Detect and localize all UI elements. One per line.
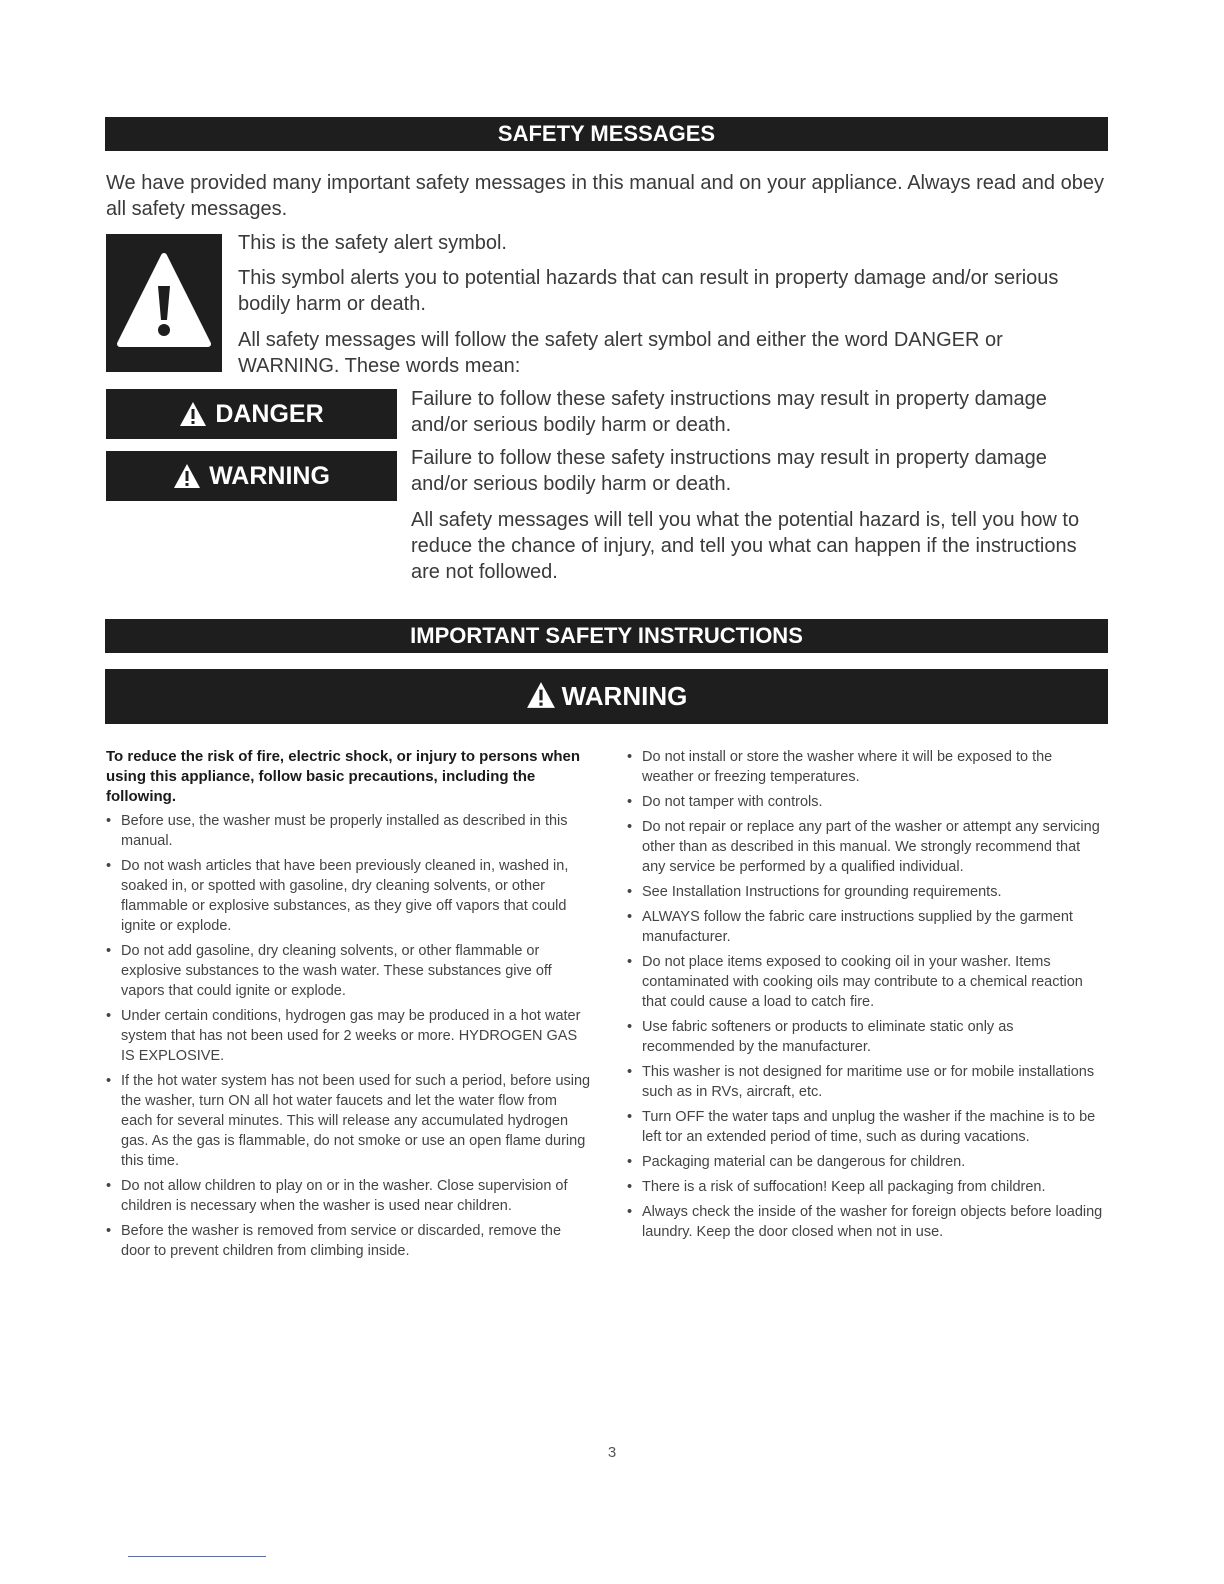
page-number: 3 xyxy=(607,1444,617,1461)
warning-label: WARNING xyxy=(209,461,330,490)
list-item: • Do not repair or replace any part of the washer or attempt any servicing other than as described in this manual. We strongly recommend that any service be performed by a qualified individual. xyxy=(627,817,1107,877)
safety-messages-header: SAFETY MESSAGES xyxy=(105,117,1108,151)
list-item: • See Installation Instructions for grounding requirements. xyxy=(627,882,1107,902)
list-item: • Use fabric softeners or products to eliminate static only as recommended by the manufacturer. xyxy=(627,1017,1107,1057)
list-item: • Before the washer is removed from service or discarded, remove the door to prevent children from climbing inside. xyxy=(106,1221,592,1261)
alert-triangle-icon xyxy=(173,463,201,489)
warning-text: Failure to follow these safety instructions may result in property damage and/or serious bodily harm or death. xyxy=(411,447,1047,495)
safety-alert-symbol-box xyxy=(106,234,222,372)
right-instruction-list xyxy=(627,747,1107,1242)
danger-label-box xyxy=(106,389,397,439)
follow-description: All safety messages will follow the safety alert symbol and either the word DANGER or WARNING. These words mean: xyxy=(238,329,1003,377)
symbol-description: This symbol alerts you to potential hazards that can result in property damage and/or serious bodily harm or death. xyxy=(238,267,1059,315)
warning-label-box xyxy=(106,451,397,501)
instructions-lead: To reduce the risk of fire, electric shock, or injury to persons when using this appliance, follow basic precautions, including the following. xyxy=(106,748,581,805)
footer-rule xyxy=(128,1556,266,1557)
list-item: • Turn OFF the water taps and unplug the washer if the machine is to be left tor an extended period of time, such as during vacations. xyxy=(627,1107,1107,1147)
list-item: • Under certain conditions, hydrogen gas may be produced in a hot water system that has not been used for 2 weeks or more. HYDROGEN GAS IS EXPLOSIVE. xyxy=(106,1006,592,1066)
list-item: • Always check the inside of the washer for foreign objects before loading laundry. Keep the door closed when not in use. xyxy=(627,1202,1107,1242)
list-item: • There is a risk of suffocation! Keep all packaging from children. xyxy=(627,1177,1107,1197)
list-item: • ALWAYS follow the fabric care instructions supplied by the garment manufacturer. xyxy=(627,907,1107,947)
list-item: • Before use, the washer must be properly installed as described in this manual. xyxy=(106,811,592,851)
list-item: • Do not tamper with controls. xyxy=(627,792,1107,812)
list-item: • If the hot water system has not been used for such a period, before using the washer, turn ON all hot water faucets and let the water flow from each for several minutes. This will release any accumulated hydrogen gas. As the gas is flammable, do not smoke or use an open flame during this time. xyxy=(106,1071,592,1171)
symbol-line: This is the safety alert symbol. xyxy=(238,232,507,254)
safety-intro: We have provided many important safety messages in this manual and on your appliance. Always read and obey all safety messages. xyxy=(106,172,1104,220)
alert-triangle-icon xyxy=(526,681,556,709)
alert-triangle-icon xyxy=(179,401,207,427)
instructions-warning-bar xyxy=(105,669,1108,724)
instructions-right-column xyxy=(627,747,1107,1247)
danger-text: Failure to follow these safety instructions may result in property damage and/or serious bodily harm or death. xyxy=(411,388,1047,436)
list-item: • Packaging material can be dangerous for children. xyxy=(627,1152,1107,1172)
important-safety-header: IMPORTANT SAFETY INSTRUCTIONS xyxy=(105,619,1108,653)
instructions-warning-label: WARNING xyxy=(561,681,688,711)
list-item: • Do not allow children to play on or in the washer. Close supervision of children is necessary when the washer is used near children. xyxy=(106,1176,592,1216)
list-item: • This washer is not designed for maritime use or for mobile installations such as in RVs, aircraft, etc. xyxy=(627,1062,1107,1102)
list-item: • Do not wash articles that have been previously cleaned in, washed in, soaked in, or spotted with gasoline, dry cleaning solvents, or other flammable or explosive substances, as they give off vapors that could ignite or explode. xyxy=(106,856,592,936)
closing-text: All safety messages will tell you what the potential hazard is, tell you how to reduce the chance of injury, and tell you what can happen if the instructions are not followed. xyxy=(411,509,1080,583)
list-item: • Do not install or store the washer where it will be exposed to the weather or freezing temperatures. xyxy=(627,747,1107,787)
instructions-left-column xyxy=(106,747,592,1266)
left-instruction-list xyxy=(106,811,592,1261)
list-item: • Do not add gasoline, dry cleaning solvents, or other flammable or explosive substances to the wash water. These substances give off vapors that could ignite or explode. xyxy=(106,941,592,1001)
safety-alert-icon xyxy=(116,250,212,354)
danger-label: DANGER xyxy=(215,399,324,428)
list-item: • Do not place items exposed to cooking oil in your washer. Items contaminated with cooking oils may contribute to a chemical reaction that could cause a load to catch fire. xyxy=(627,952,1107,1012)
